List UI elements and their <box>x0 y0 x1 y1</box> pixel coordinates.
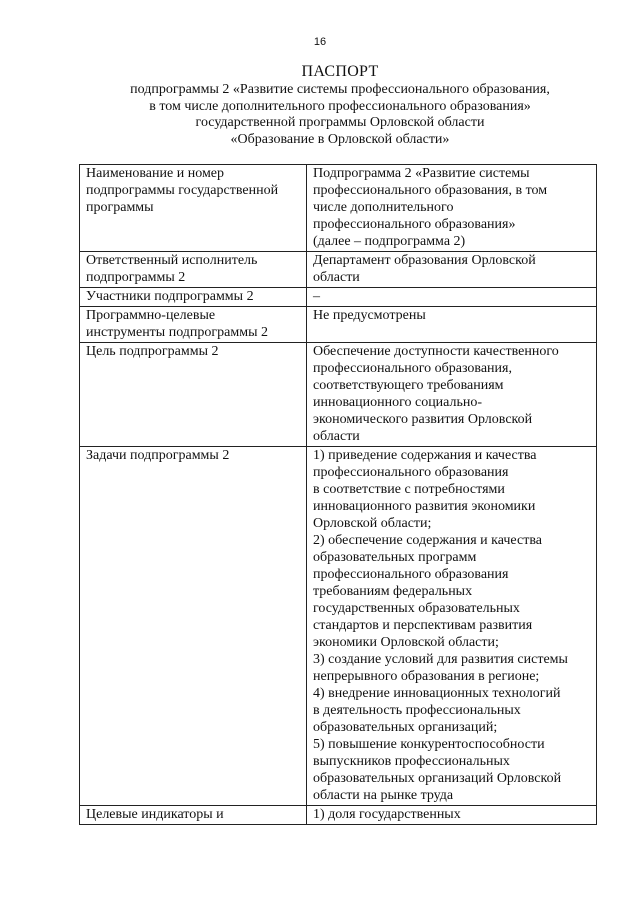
row-label-indicators: Целевые индикаторы и <box>80 806 307 825</box>
document-heading <box>60 62 620 148</box>
document-title: ПАСПОРТ <box>301 63 379 80</box>
row-value-tasks: 1) приведение содержания и качества профессионального образования в соответствие с потребностями инновационного развития экономики Орловской области; 2) обеспечение содержания и качества образовательных программ профессионального образования требованиям федеральных государственных образовательных стандартов и перспективам развития экономики Орловской области; 3) создание условий для развития системы непрерывного образования в регионе; 4) внедрение инновационных технологий в деятельность профессиональных образовательных организаций; 5) повышение конкурентоспособности выпускников профессиональных образовательных организаций Орловской области на рынке труда <box>307 447 597 806</box>
row-label-participants: Участники подпрограммы 2 <box>80 288 307 307</box>
row-value-name: Подпрограмма 2 «Развитие системы профессионального образования, в том числе дополнительного профессионального образования» (далее – подпрограмма 2) <box>307 165 597 252</box>
passport-table <box>79 164 597 825</box>
row-label-name: Наименование и номер подпрограммы государственной программы <box>80 165 307 252</box>
row-value-indicators: 1) доля государственных <box>307 806 597 825</box>
table-row <box>80 343 597 447</box>
row-label-executor: Ответственный исполнитель подпрограммы 2 <box>80 252 307 288</box>
heading-line: «Образование в Орловской области» <box>230 131 450 147</box>
row-label-tasks: Задачи подпрограммы 2 <box>80 447 307 806</box>
table-row <box>80 252 597 288</box>
heading-line: в том числе дополнительного профессионального образования» <box>149 98 531 114</box>
table-row <box>80 165 597 252</box>
row-label-instruments: Программно-целевые инструменты подпрограммы 2 <box>80 307 307 343</box>
row-value-participants: – <box>307 288 597 307</box>
row-value-executor: Департамент образования Орловской области <box>307 252 597 288</box>
table-row <box>80 307 597 343</box>
page-number: 16 <box>313 36 327 48</box>
table-row <box>80 806 597 825</box>
heading-line: государственной программы Орловской области <box>195 115 485 130</box>
row-label-goal: Цель подпрограммы 2 <box>80 343 307 447</box>
table-row <box>80 288 597 307</box>
heading-line: подпрограммы 2 «Развитие системы профессионального образования, <box>130 82 550 97</box>
table-row <box>80 447 597 806</box>
row-value-goal: Обеспечение доступности качественного профессионального образования, соответствующего требованиям инновационного социально- экономического развития Орловской области <box>307 343 597 447</box>
row-value-instruments: Не предусмотрены <box>307 307 597 343</box>
